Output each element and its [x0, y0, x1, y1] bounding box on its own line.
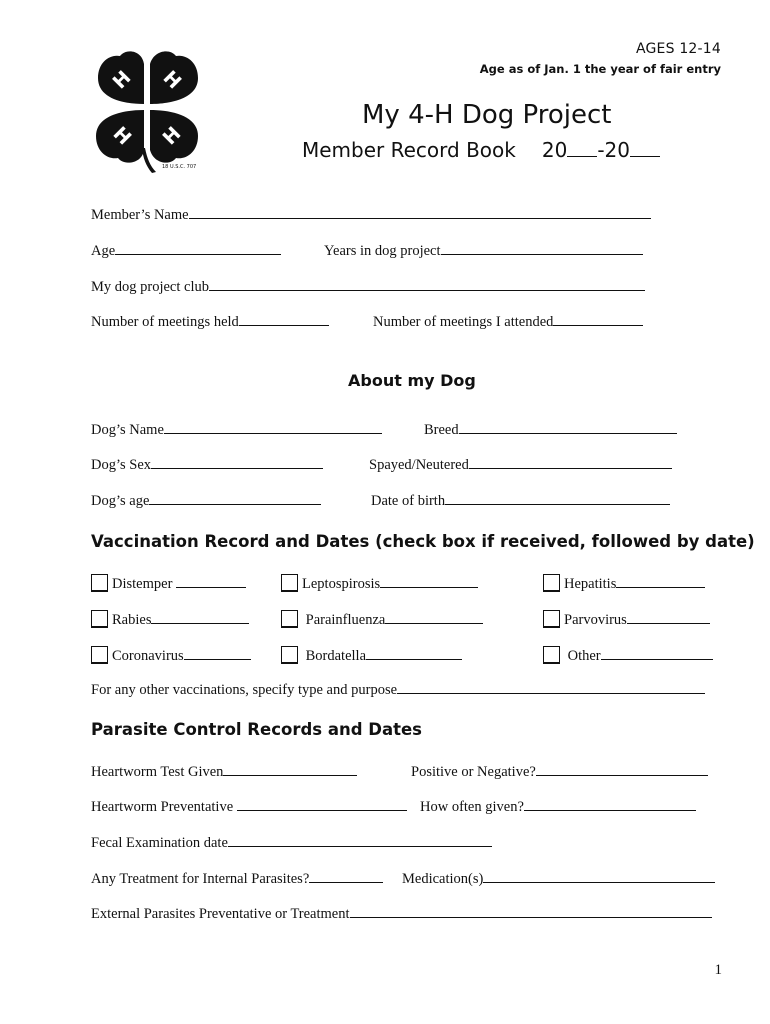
hepatitis-checkbox[interactable]: [543, 574, 560, 592]
internal-treatment-field[interactable]: [309, 881, 383, 883]
parainfluenza-date-field[interactable]: [385, 622, 483, 624]
vaccine-coronavirus: [91, 646, 251, 665]
other-checkbox[interactable]: [543, 646, 560, 664]
year-end-blank[interactable]: [630, 155, 660, 157]
vaccine-hepatitis: [543, 574, 705, 593]
how-often-field[interactable]: [524, 809, 696, 811]
coronavirus-date-field[interactable]: [184, 658, 251, 660]
other-vaccinations-row: [91, 682, 705, 699]
spayed-label: Spayed/Neutered: [369, 457, 469, 473]
distemper-label: Distemper: [112, 576, 173, 592]
age-group-label: AGES 12-14: [635, 41, 721, 57]
positive-row: [411, 764, 708, 781]
internal-treatment-label: Any Treatment for Internal Parasites?: [91, 871, 310, 887]
fecal-field[interactable]: [228, 845, 492, 847]
dog-sex-label: Dog’s Sex: [91, 457, 152, 473]
rabies-checkbox[interactable]: [91, 610, 108, 628]
emblem-caption: 18 U.S.C. 707: [162, 164, 197, 170]
meetings-attended-row: [373, 314, 643, 331]
member-name-label: Member’s Name: [91, 207, 189, 223]
vaccine-distemper: [91, 574, 246, 593]
meetings-held-field[interactable]: [239, 324, 329, 326]
year-separator: -20: [597, 138, 630, 162]
how-often-label: How often given?: [420, 799, 524, 815]
parvovirus-label: Parvovirus: [564, 612, 627, 628]
meetings-held-row: [91, 314, 329, 331]
heartworm-test-row: [91, 764, 357, 781]
dog-age-field[interactable]: [149, 503, 321, 505]
spayed-row: [369, 457, 672, 474]
meetings-attended-label: Number of meetings I attended: [373, 314, 554, 330]
bordatella-label: Bordatella: [305, 648, 367, 664]
age-field[interactable]: [115, 253, 281, 255]
other-vaccinations-label: For any other vaccinations, specify type and purpose: [91, 682, 398, 698]
meetings-attended-field[interactable]: [553, 324, 643, 326]
dog-name-label: Dog’s Name: [91, 422, 164, 438]
how-often-row: [420, 799, 696, 816]
dog-age-label: Dog’s age: [91, 493, 150, 509]
preventative-row: [91, 799, 407, 816]
four-h-clover-logo: [92, 48, 204, 174]
dog-age-row: [91, 493, 321, 510]
rabies-date-field[interactable]: [151, 622, 249, 624]
positive-field[interactable]: [536, 774, 708, 776]
coronavirus-checkbox[interactable]: [91, 646, 108, 664]
distemper-date-field[interactable]: [176, 586, 246, 588]
dob-row: [371, 493, 670, 510]
clover-h-top-left: H: [108, 66, 136, 94]
dog-sex-row: [91, 457, 323, 474]
page-subtitle: [302, 138, 660, 162]
age-note: Age as of Jan. 1 the year of fair entry: [479, 62, 721, 76]
rabies-label: Rabies: [112, 612, 152, 628]
breed-field[interactable]: [459, 432, 677, 434]
heartworm-test-label: Heartworm Test Given: [91, 764, 224, 780]
hepatitis-label: Hepatitis: [564, 576, 617, 592]
leptospirosis-label: Leptospirosis: [302, 576, 381, 592]
club-row: [91, 279, 645, 296]
parvovirus-date-field[interactable]: [627, 622, 710, 624]
preventative-field[interactable]: [237, 809, 407, 811]
external-treatment-row: [91, 906, 712, 923]
clover-h-bottom-left: H: [108, 122, 136, 150]
vaccine-other: [543, 646, 713, 665]
medication-row: [402, 871, 715, 888]
heartworm-test-field[interactable]: [223, 774, 357, 776]
medication-field[interactable]: [483, 881, 715, 883]
external-treatment-label: External Parasites Preventative or Treatment: [91, 906, 350, 922]
years-row: [324, 243, 643, 260]
preventative-label: Heartworm Preventative: [91, 799, 234, 815]
parvovirus-checkbox[interactable]: [543, 610, 560, 628]
dob-field[interactable]: [445, 503, 670, 505]
internal-treatment-row: [91, 871, 383, 888]
vaccine-parainfluenza: [281, 610, 483, 629]
fecal-label: Fecal Examination date: [91, 835, 228, 851]
parainfluenza-checkbox[interactable]: [281, 610, 298, 628]
about-heading: About my Dog: [348, 371, 476, 390]
years-label: Years in dog project: [324, 243, 441, 259]
spayed-field[interactable]: [469, 467, 672, 469]
vaccine-parvovirus: [543, 610, 710, 629]
leptospirosis-checkbox[interactable]: [281, 574, 298, 592]
bordatella-date-field[interactable]: [366, 658, 462, 660]
fecal-row: [91, 835, 492, 852]
subtitle-text: Member Record Book: [302, 138, 516, 162]
dog-name-field[interactable]: [164, 432, 382, 434]
clover-h-bottom-right: H: [158, 122, 186, 150]
vaccine-rabies: [91, 610, 249, 629]
other-date-field[interactable]: [601, 658, 713, 660]
bordatella-checkbox[interactable]: [281, 646, 298, 664]
year-prefix: 20: [541, 138, 568, 162]
club-field[interactable]: [209, 289, 645, 291]
meetings-held-label: Number of meetings held: [91, 314, 239, 330]
dog-name-row: [91, 422, 382, 439]
breed-label: Breed: [424, 422, 459, 438]
year-start-blank[interactable]: [567, 155, 597, 157]
year-range: [542, 138, 660, 162]
age-row: [91, 243, 281, 260]
leptospirosis-date-field[interactable]: [380, 586, 478, 588]
age-label: Age: [91, 243, 116, 259]
distemper-checkbox[interactable]: [91, 574, 108, 592]
page-number: 1: [714, 962, 722, 978]
positive-label: Positive or Negative?: [411, 764, 536, 780]
breed-row: [424, 422, 677, 439]
dob-label: Date of birth: [371, 493, 446, 509]
clover-h-top-right: H: [158, 66, 186, 94]
years-field[interactable]: [441, 253, 643, 255]
other-vaccinations-field[interactable]: [397, 692, 705, 694]
parainfluenza-label: Parainfluenza: [305, 612, 386, 628]
medication-label: Medication(s): [402, 871, 484, 887]
clover-leaves: [96, 51, 198, 173]
parasite-heading: Parasite Control Records and Dates: [91, 720, 422, 739]
dog-sex-field[interactable]: [151, 467, 323, 469]
member-name-row: [91, 207, 651, 224]
external-treatment-field[interactable]: [350, 916, 712, 918]
vaccination-heading: Vaccination Record and Dates (check box if received, followed by date): [91, 532, 755, 551]
vaccine-bordatella: [281, 646, 462, 665]
other-label: Other: [567, 648, 601, 664]
vaccine-leptospirosis: [281, 574, 478, 593]
coronavirus-label: Coronavirus: [112, 648, 184, 664]
member-name-field[interactable]: [189, 217, 651, 219]
page-title: My 4-H Dog Project: [362, 100, 612, 130]
club-label: My dog project club: [91, 279, 209, 295]
hepatitis-date-field[interactable]: [616, 586, 705, 588]
